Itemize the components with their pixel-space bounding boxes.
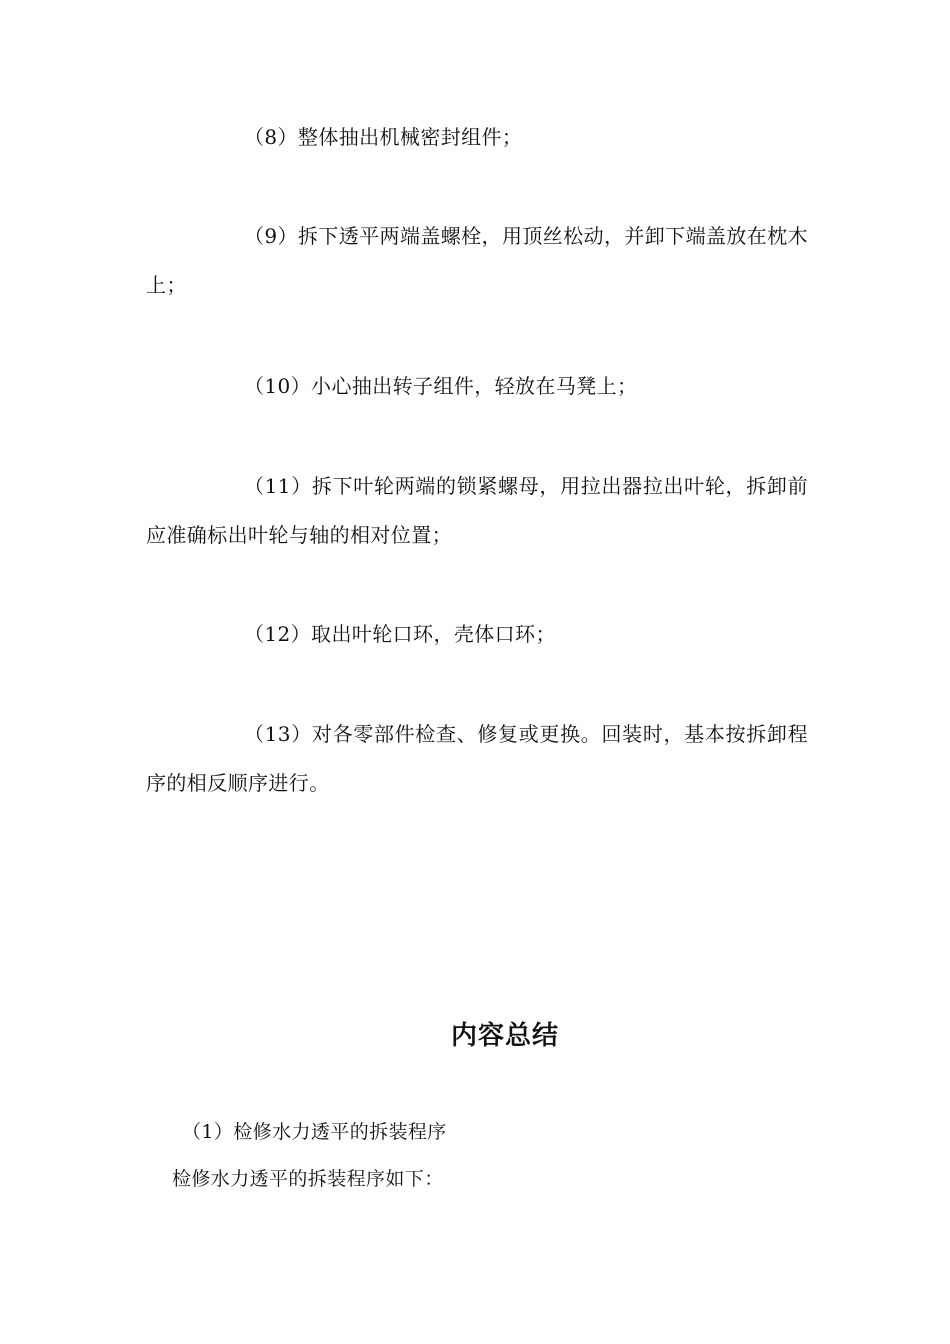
summary-intro-line: 检修水力透平的拆装程序如下： bbox=[172, 1168, 444, 1190]
step-12: （12）取出叶轮口环，壳体口环； bbox=[244, 622, 556, 646]
step-13: （13）对各零部件检查、修复或更换。回装时，基本按拆卸程序的相反顺序进行。 bbox=[146, 722, 808, 795]
summary-title: 内容总结 bbox=[450, 1021, 559, 1051]
step-10: （10）小心抽出转子组件，轻放在马凳上； bbox=[244, 374, 638, 398]
step-9: （9）拆下透平两端盖螺栓，用顶丝松动，并卸下端盖放在枕木上； bbox=[146, 224, 808, 297]
step-8: （8）整体抽出机械密封组件； bbox=[244, 125, 523, 149]
summary-subheading: （1）检修水力透平的拆装程序 bbox=[182, 1121, 447, 1143]
step-11: （11）拆下叶轮两端的锁紧螺母，用拉出器拉出叶轮，拆卸前应准确标出叶轮与轴的相对位置； bbox=[146, 474, 808, 547]
